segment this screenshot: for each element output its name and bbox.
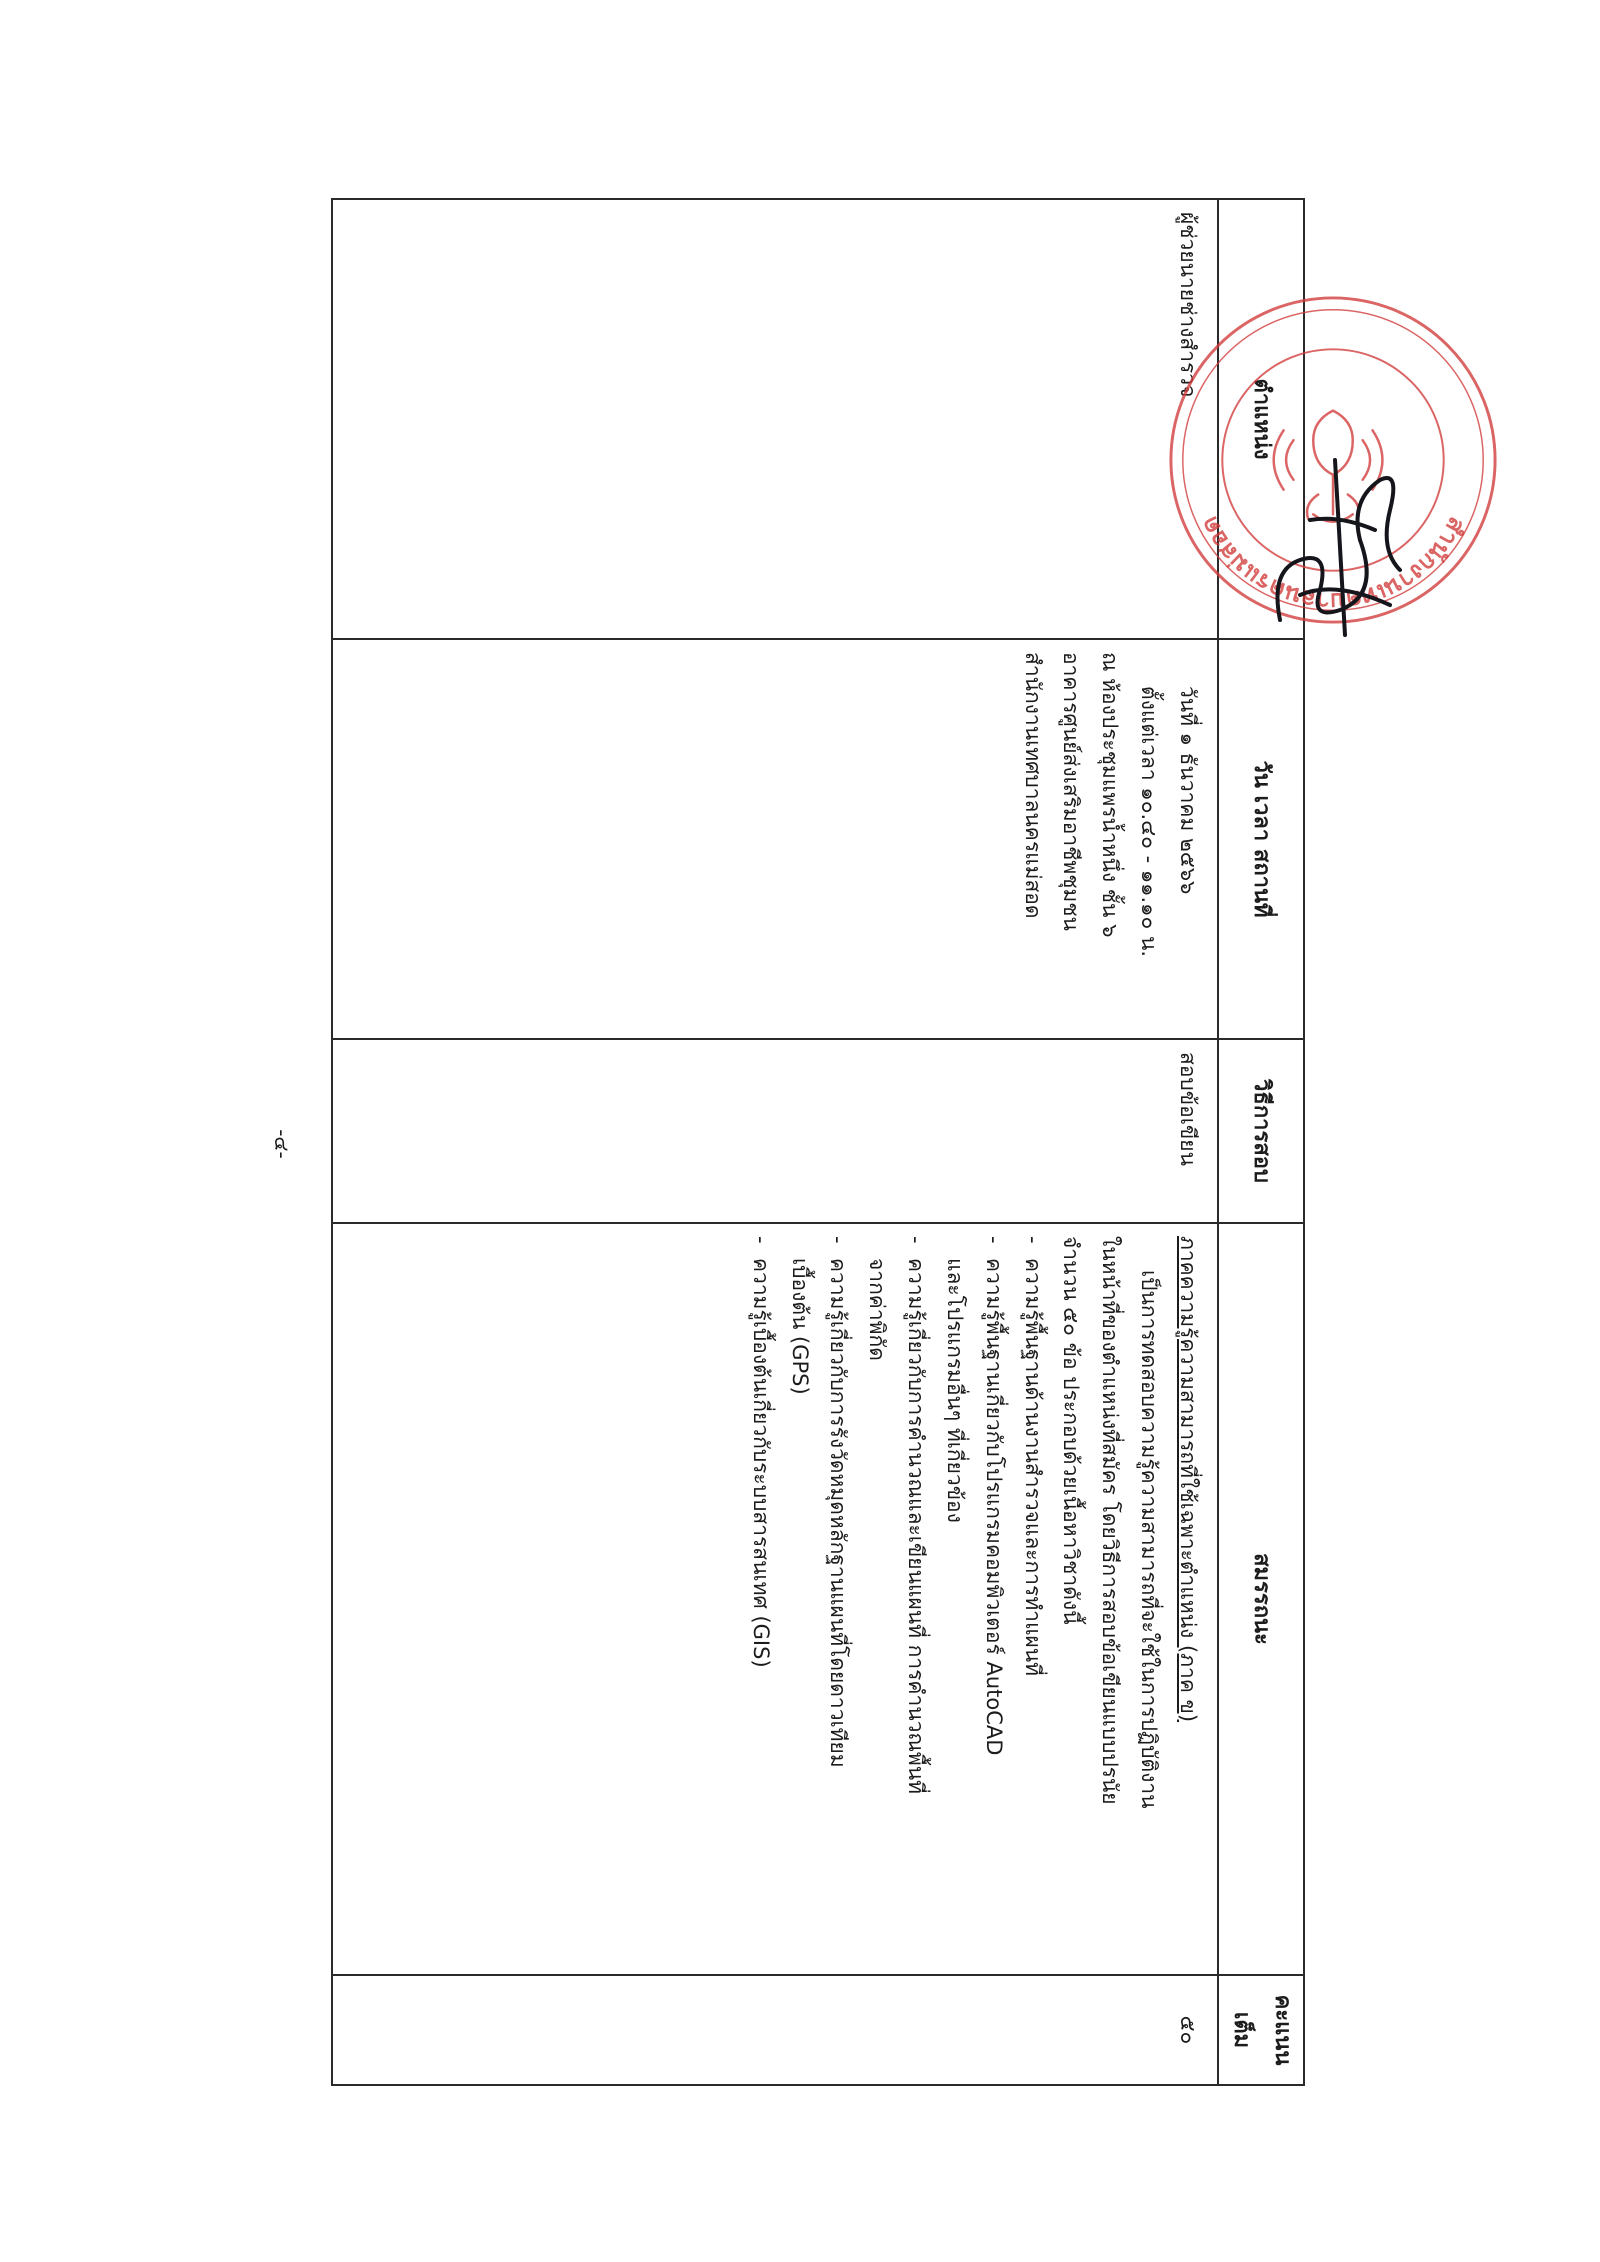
exam-time: ตั้งแต่เวลา ๑๐.๔๐ - ๑๑.๑๐ น. <box>1137 686 1162 958</box>
header-exam-method: วิธีการสอบ <box>1218 1039 1304 1223</box>
header-position: ตำแหน่ง <box>1218 199 1304 639</box>
exam-date: วันที่ ๑ ธันวาคม ๒๕๖๖ <box>1176 686 1200 895</box>
list-item-text-cont: และโปรแกรมอื่นๆ ที่เกี่ยวข้อง <box>942 1258 967 1523</box>
competency-intro-line: จำนวน ๕๐ ข้อ ประกอบด้วยเนื้อหาวิชาดังนี้ <box>1059 1236 1084 1625</box>
handwritten-signature <box>1240 420 1430 650</box>
header-full-score: คะแนนเต็ม <box>1218 1975 1304 2085</box>
header-competency: สมรรถนะ <box>1218 1223 1304 1975</box>
competency-intro-line: ในหน้าที่ของตำแหน่งที่สมัคร โดยวิธีการสอบข้อเขียนแบบปรนัย <box>1098 1236 1123 1805</box>
list-item-text: ความรู้พื้นฐานเกี่ยวกับโปรแกรมคอมพิวเตอร์ AutoCAD <box>981 1258 1006 1756</box>
list-item <box>1013 1236 1052 1962</box>
header-datetime-location: วัน เวลา สถานที่ <box>1218 639 1304 1039</box>
cell-competency <box>332 1223 1218 1975</box>
cell-full-score <box>332 1975 1218 2085</box>
seal-text: สำนักงานเทศบาลนครแม่สอด <box>1194 512 1472 616</box>
position-name: ผู้ช่วยนายช่างสำรวจ <box>1176 212 1200 398</box>
exam-room: ณ ห้องประชุมแพรน้ำหนึ่ง ชั้น ๖ <box>1098 652 1123 938</box>
list-item <box>857 1236 935 1962</box>
exam-building: อาคารศูนย์ส่งเสริมอาชีพชุมชน <box>1059 652 1084 931</box>
table-row <box>332 199 1218 2085</box>
list-item-text-cont: จากค่าพิกัด <box>865 1258 890 1361</box>
bullet-dash: - <box>1020 1236 1045 1244</box>
list-item-text: ความรู้เกี่ยวกับการคำนวณและเขียนแผนที่ การคำนวณพื้นที่ <box>904 1258 929 1794</box>
exam-schedule-table <box>331 198 1305 2086</box>
competency-title: ภาคความรู้ความสามารถที่ใช้เฉพาะตำแหน่ง (ภาค ข) <box>1176 1236 1200 1723</box>
list-item <box>780 1236 858 1962</box>
cell-datetime-location <box>332 639 1218 1039</box>
exam-office: สำนักงานเทศบาลนครแม่สอด <box>1020 652 1045 919</box>
bullet-dash: - <box>904 1236 929 1244</box>
list-item-text: ความรู้เกี่ยวกับการรังวัดหมุดหลักฐานแผนที่โดยดาวเทียม <box>826 1258 851 1768</box>
list-item <box>741 1236 780 1962</box>
cell-position <box>332 199 1218 639</box>
list-item-text: ความรู้พื้นฐานด้านงานสำรวจและการทำแผนที่ <box>1020 1258 1045 1677</box>
list-item-text-cont: เบื้องต้น (GPS) <box>787 1258 812 1395</box>
cell-exam-method <box>332 1039 1218 1223</box>
list-item-text: ความรู้เบื้องต้นเกี่ยวกับระบบสารสนเทศ (GIS) <box>748 1258 773 1668</box>
full-score-value: ๕๐ <box>1176 2015 1200 2045</box>
competency-intro-line: เป็นการทดสอบความรู้ความสามารถที่จะใช้ในการปฏิบัติงาน <box>1137 1270 1162 1809</box>
page-number: -๔- <box>270 1129 294 1159</box>
rotated-page-content <box>331 198 1305 2084</box>
bullet-dash: - <box>748 1236 773 1244</box>
bullet-dash: - <box>981 1236 1006 1244</box>
exam-method: สอบข้อเขียน <box>1176 1052 1200 1166</box>
bullet-dash: - <box>826 1236 851 1244</box>
list-item <box>935 1236 1013 1962</box>
